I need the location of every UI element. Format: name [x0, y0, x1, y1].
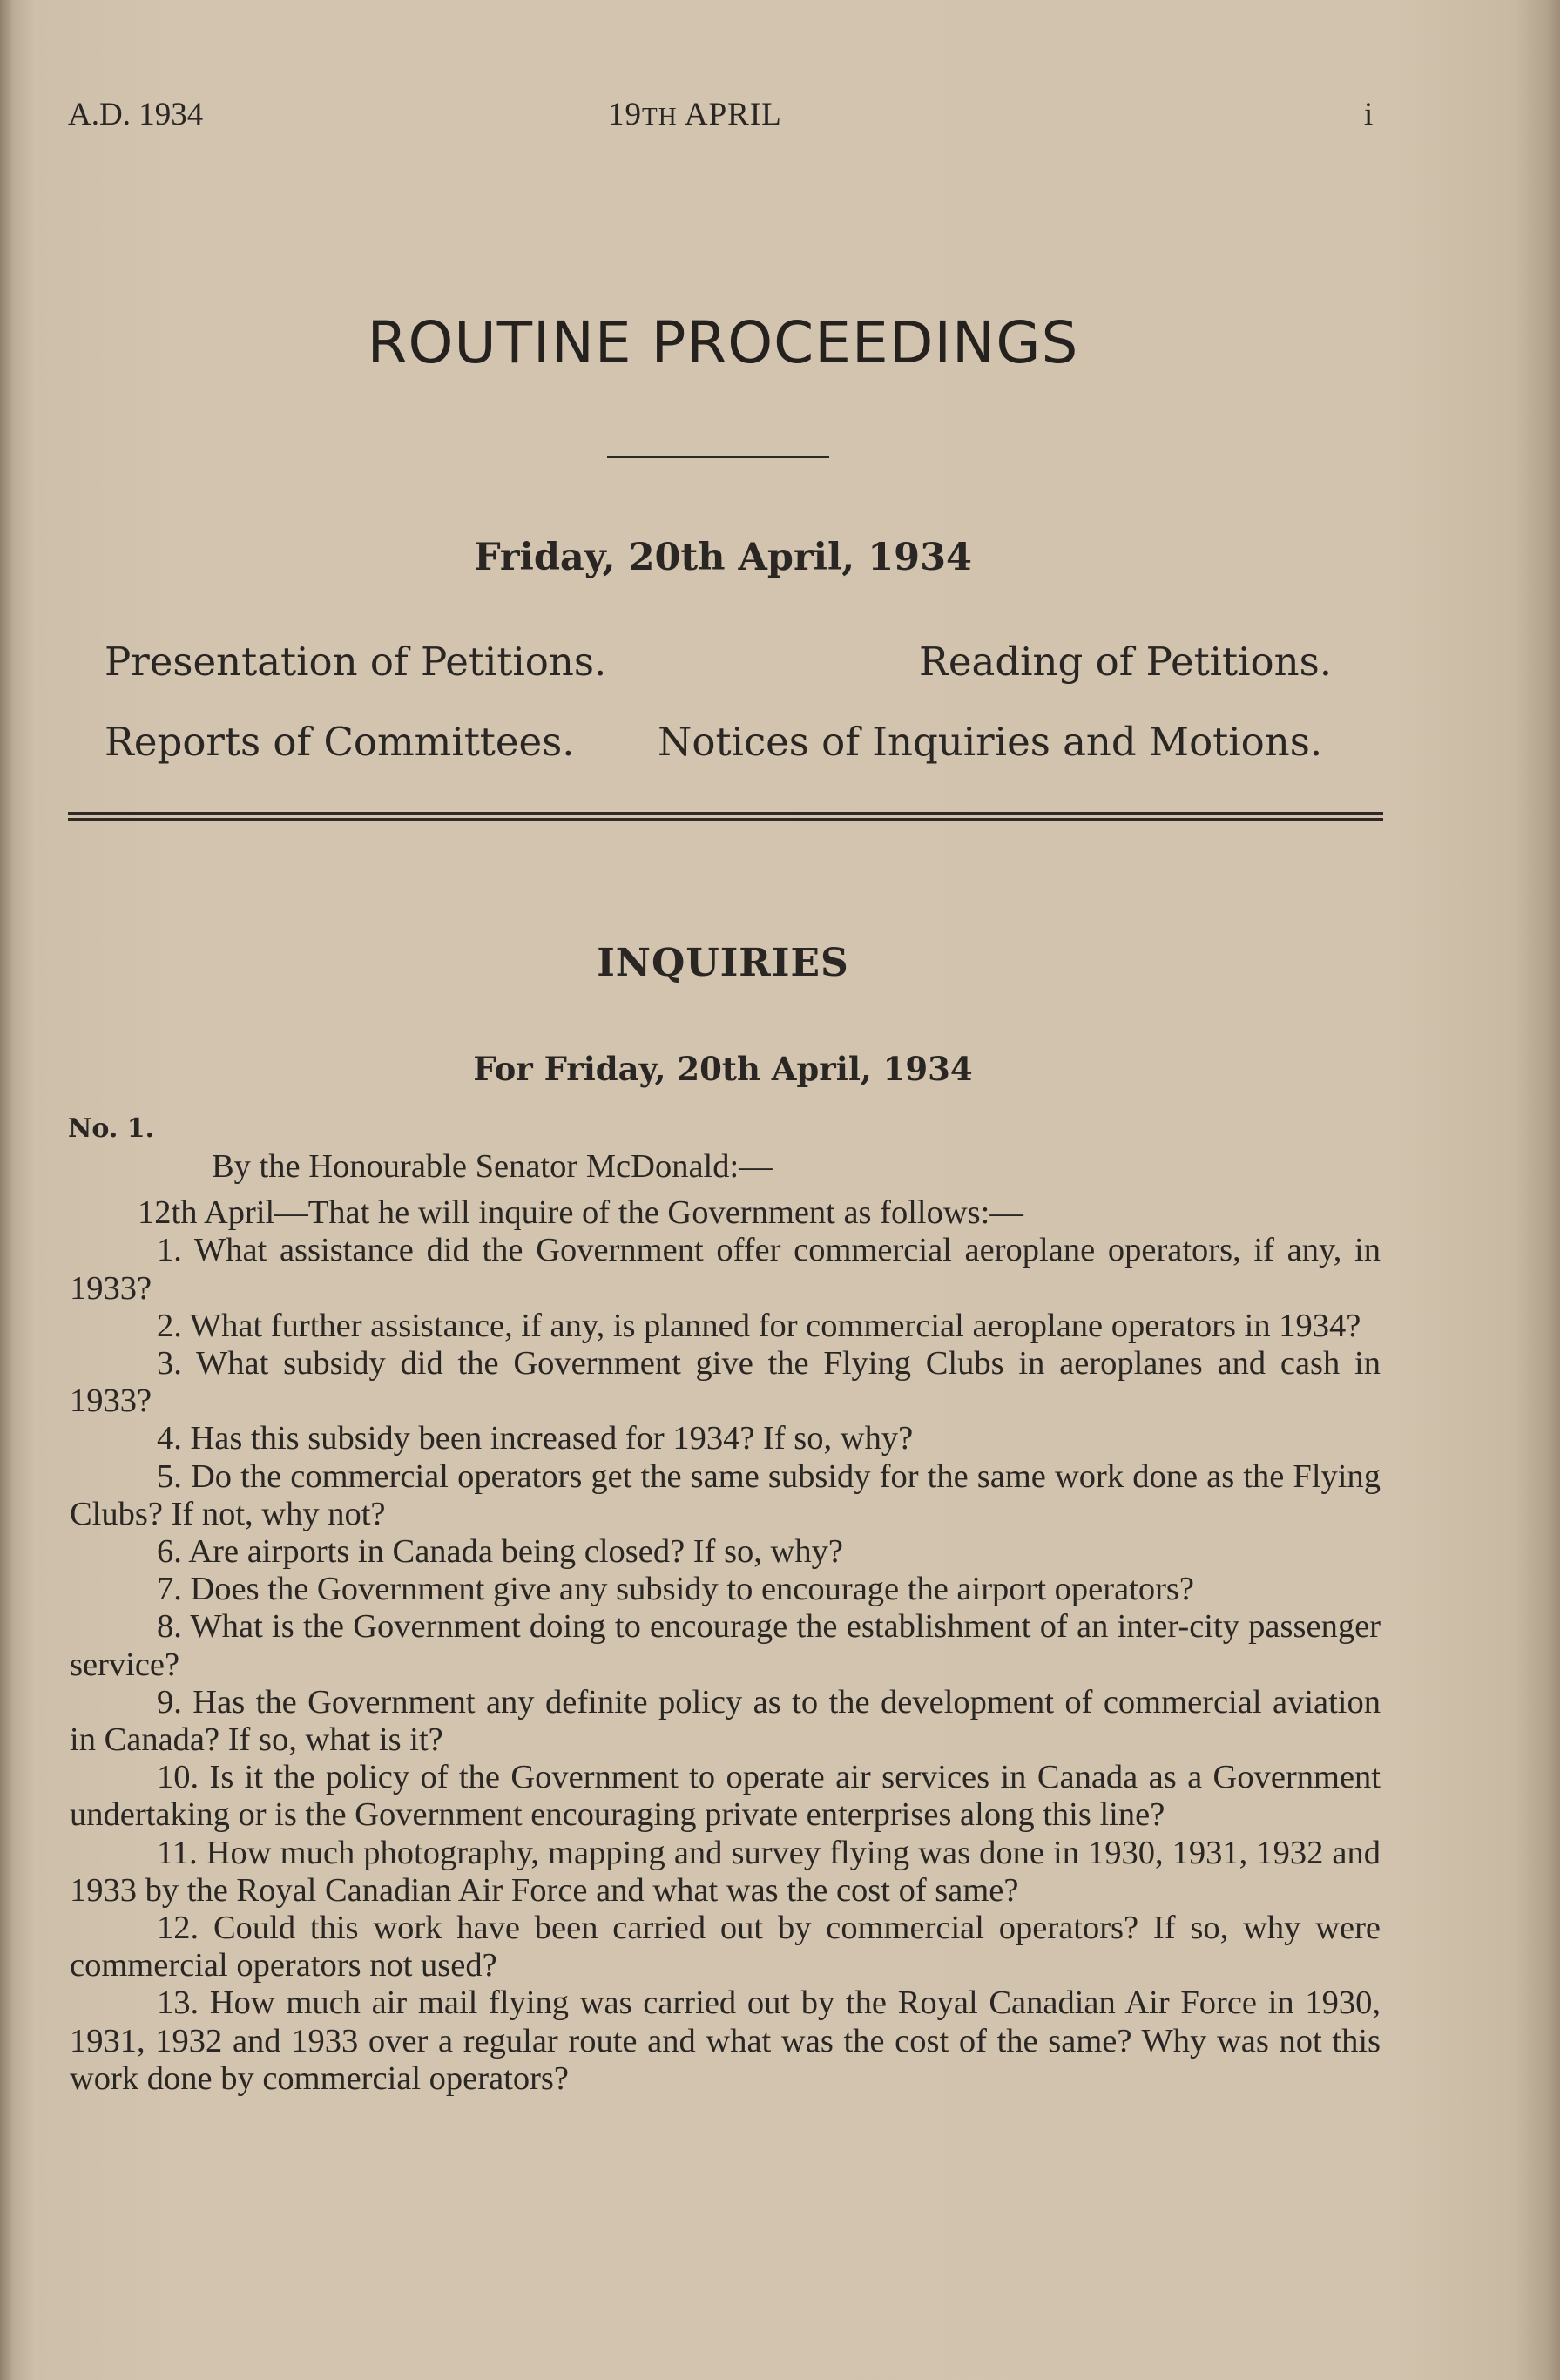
question-1: 1. What assistance did the Government offer commercial aeroplane operators, if any, in 1933?	[70, 1232, 1381, 1307]
page-title: ROUTINE PROCEEDINGS	[367, 309, 1079, 376]
title-divider	[607, 456, 829, 458]
proceeding-presentation: Presentation of Petitions.	[105, 639, 607, 685]
proceeding-notices: Notices of Inquiries and Motions.	[658, 719, 1323, 765]
running-head	[68, 96, 1374, 139]
question-6: 6. Are airports in Canada being closed? If so, why?	[157, 1533, 843, 1571]
question-8: 8. What is the Government doing to encourage the establishment of an inter-city passenger service?	[70, 1608, 1381, 1683]
page-number: i	[1364, 97, 1374, 132]
inquiry-body	[70, 1148, 1381, 2098]
inquiries-heading: INQUIRIES	[597, 941, 849, 985]
question-11: 11. How much photography, mapping and survey flying was done in 1930, 1931, 1932 and 1933 by the Royal Canadian Air Force and what was the cost of same?	[70, 1834, 1381, 1909]
inquiry-intro: 12th April—That he will inquire of the Government as follows:—	[138, 1194, 1023, 1232]
question-13: 13. How much air mail flying was carried out by the Royal Canadian Air Force in 1930, 1931, 1932 and 1933 over a regular route and what was the cost of the same? Why was not this work done by commercial operators?	[70, 1984, 1381, 2097]
running-head-date	[608, 96, 782, 133]
question-9: 9. Has the Government any definite policy as to the development of commercial aviation in Canada? If so, what is it?	[70, 1683, 1381, 1759]
section-divider	[68, 812, 1383, 821]
running-head-month: APRIL	[677, 97, 782, 132]
question-10: 10. Is it the policy of the Government to operate air services in Canada as a Government undertaking or is the Government encouraging private enterprises along this line?	[70, 1759, 1381, 1834]
question-5: 5. Do the commercial operators get the same subsidy for the same work done as the Flying Clubs? If not, why not?	[70, 1457, 1381, 1532]
question-2: 2. What further assistance, if any, is planned for commercial aeroplane operators in 1934?	[157, 1307, 1361, 1344]
running-head-ordinal: TH	[642, 103, 678, 131]
running-head-day: 19	[608, 97, 642, 132]
inquiry-number: No. 1.	[68, 1113, 155, 1144]
question-3: 3. What subsidy did the Government give the Flying Clubs in aeroplanes and cash in 1933?	[70, 1345, 1381, 1420]
proceeding-reading: Reading of Petitions.	[919, 639, 1332, 685]
inquiries-date: For Friday, 20th April, 1934	[473, 1050, 973, 1088]
question-7: 7. Does the Government give any subsidy to encourage the airport operators?	[157, 1571, 1194, 1608]
running-head-year: A.D. 1934	[68, 97, 204, 132]
inquiry-author: By the Honourable Senator McDonald:—	[212, 1148, 773, 1185]
proceeding-reports: Reports of Committees.	[105, 719, 575, 765]
question-12: 12. Could this work have been carried out by commercial operators? If so, why were commercial operators not used?	[70, 1910, 1381, 1984]
sitting-date: Friday, 20th April, 1934	[474, 536, 972, 579]
question-4: 4. Has this subsidy been increased for 1934? If so, why?	[157, 1420, 914, 1457]
